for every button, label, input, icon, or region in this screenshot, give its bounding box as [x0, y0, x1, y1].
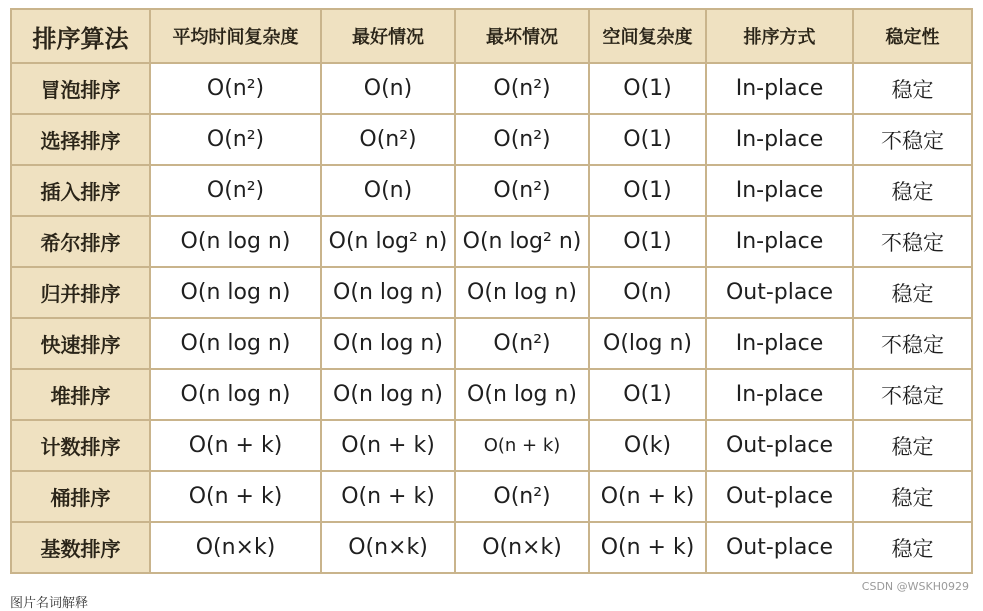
stability-cell: 不稳定: [853, 369, 972, 420]
stability-cell: 稳定: [853, 420, 972, 471]
algorithm-name: 希尔排序: [11, 216, 150, 267]
worst-case-cell: O(n×k): [455, 522, 589, 573]
stability-cell: 不稳定: [853, 216, 972, 267]
table-row: [11, 369, 972, 420]
table-row: [11, 471, 972, 522]
average-time-cell: O(n + k): [150, 420, 321, 471]
worst-case-cell: O(n log n): [455, 267, 589, 318]
algorithm-name: 选择排序: [11, 114, 150, 165]
table-row: [11, 216, 972, 267]
average-time-cell: O(n²): [150, 165, 321, 216]
algorithm-name: 桶排序: [11, 471, 150, 522]
header-row: [11, 9, 972, 63]
worst-case-cell: O(n²): [455, 63, 589, 114]
header-worst-case: 最坏情况: [455, 9, 589, 63]
average-time-cell: O(n×k): [150, 522, 321, 573]
space-cell: O(1): [589, 165, 706, 216]
average-time-cell: O(n log n): [150, 216, 321, 267]
method-cell: Out-place: [706, 420, 853, 471]
method-cell: Out-place: [706, 267, 853, 318]
header-average-time: 平均时间复杂度: [150, 9, 321, 63]
best-case-cell: O(n log n): [321, 267, 455, 318]
algorithm-name: 基数排序: [11, 522, 150, 573]
stability-cell: 稳定: [853, 522, 972, 573]
header-method: 排序方式: [706, 9, 853, 63]
worst-case-cell: O(n log² n): [455, 216, 589, 267]
space-cell: O(n + k): [589, 471, 706, 522]
stability-cell: 不稳定: [853, 114, 972, 165]
method-cell: In-place: [706, 114, 853, 165]
algorithm-name: 堆排序: [11, 369, 150, 420]
table-row: [11, 420, 972, 471]
header-space: 空间复杂度: [589, 9, 706, 63]
best-case-cell: O(n + k): [321, 420, 455, 471]
header-best-case: 最好情况: [321, 9, 455, 63]
header-stability: 稳定性: [853, 9, 972, 63]
space-cell: O(1): [589, 369, 706, 420]
best-case-cell: O(n×k): [321, 522, 455, 573]
space-cell: O(k): [589, 420, 706, 471]
space-cell: O(n): [589, 267, 706, 318]
space-cell: O(1): [589, 114, 706, 165]
method-cell: Out-place: [706, 471, 853, 522]
best-case-cell: O(n + k): [321, 471, 455, 522]
worst-case-cell: O(n²): [455, 165, 589, 216]
average-time-cell: O(n log n): [150, 318, 321, 369]
method-cell: In-place: [706, 369, 853, 420]
average-time-cell: O(n log n): [150, 267, 321, 318]
worst-case-cell: O(n²): [455, 318, 589, 369]
space-cell: O(n + k): [589, 522, 706, 573]
worst-case-cell: O(n²): [455, 471, 589, 522]
best-case-cell: O(n log n): [321, 369, 455, 420]
method-cell: In-place: [706, 63, 853, 114]
algorithm-name: 快速排序: [11, 318, 150, 369]
method-cell: Out-place: [706, 522, 853, 573]
algorithm-name: 冒泡排序: [11, 63, 150, 114]
best-case-cell: O(n²): [321, 114, 455, 165]
algorithm-name: 归并排序: [11, 267, 150, 318]
table-row: [11, 267, 972, 318]
csdn-watermark: CSDN @WSKH0929: [861, 580, 969, 593]
stability-cell: 不稳定: [853, 318, 972, 369]
method-cell: In-place: [706, 216, 853, 267]
average-time-cell: O(n log n): [150, 369, 321, 420]
best-case-cell: O(n): [321, 63, 455, 114]
worst-case-cell: O(n log n): [455, 369, 589, 420]
best-case-cell: O(n log n): [321, 318, 455, 369]
table-row: [11, 522, 972, 573]
sorting-complexity-table: [10, 8, 973, 574]
stability-cell: 稳定: [853, 63, 972, 114]
space-cell: O(log n): [589, 318, 706, 369]
best-case-cell: O(n log² n): [321, 216, 455, 267]
average-time-cell: O(n²): [150, 114, 321, 165]
table-row: [11, 63, 972, 114]
average-time-cell: O(n²): [150, 63, 321, 114]
table-row: [11, 165, 972, 216]
cutoff-caption-text: 图片名词解释: [10, 596, 89, 611]
algorithm-name: 计数排序: [11, 420, 150, 471]
header-algorithm: 排序算法: [11, 9, 150, 63]
average-time-cell: O(n + k): [150, 471, 321, 522]
best-case-cell: O(n): [321, 165, 455, 216]
method-cell: In-place: [706, 318, 853, 369]
worst-case-cell: O(n + k): [455, 420, 589, 471]
algorithm-name: 插入排序: [11, 165, 150, 216]
stability-cell: 稳定: [853, 165, 972, 216]
table-row: [11, 114, 972, 165]
space-cell: O(1): [589, 63, 706, 114]
worst-case-cell: O(n²): [455, 114, 589, 165]
method-cell: In-place: [706, 165, 853, 216]
space-cell: O(1): [589, 216, 706, 267]
stability-cell: 稳定: [853, 471, 972, 522]
table-row: [11, 318, 972, 369]
stability-cell: 稳定: [853, 267, 972, 318]
